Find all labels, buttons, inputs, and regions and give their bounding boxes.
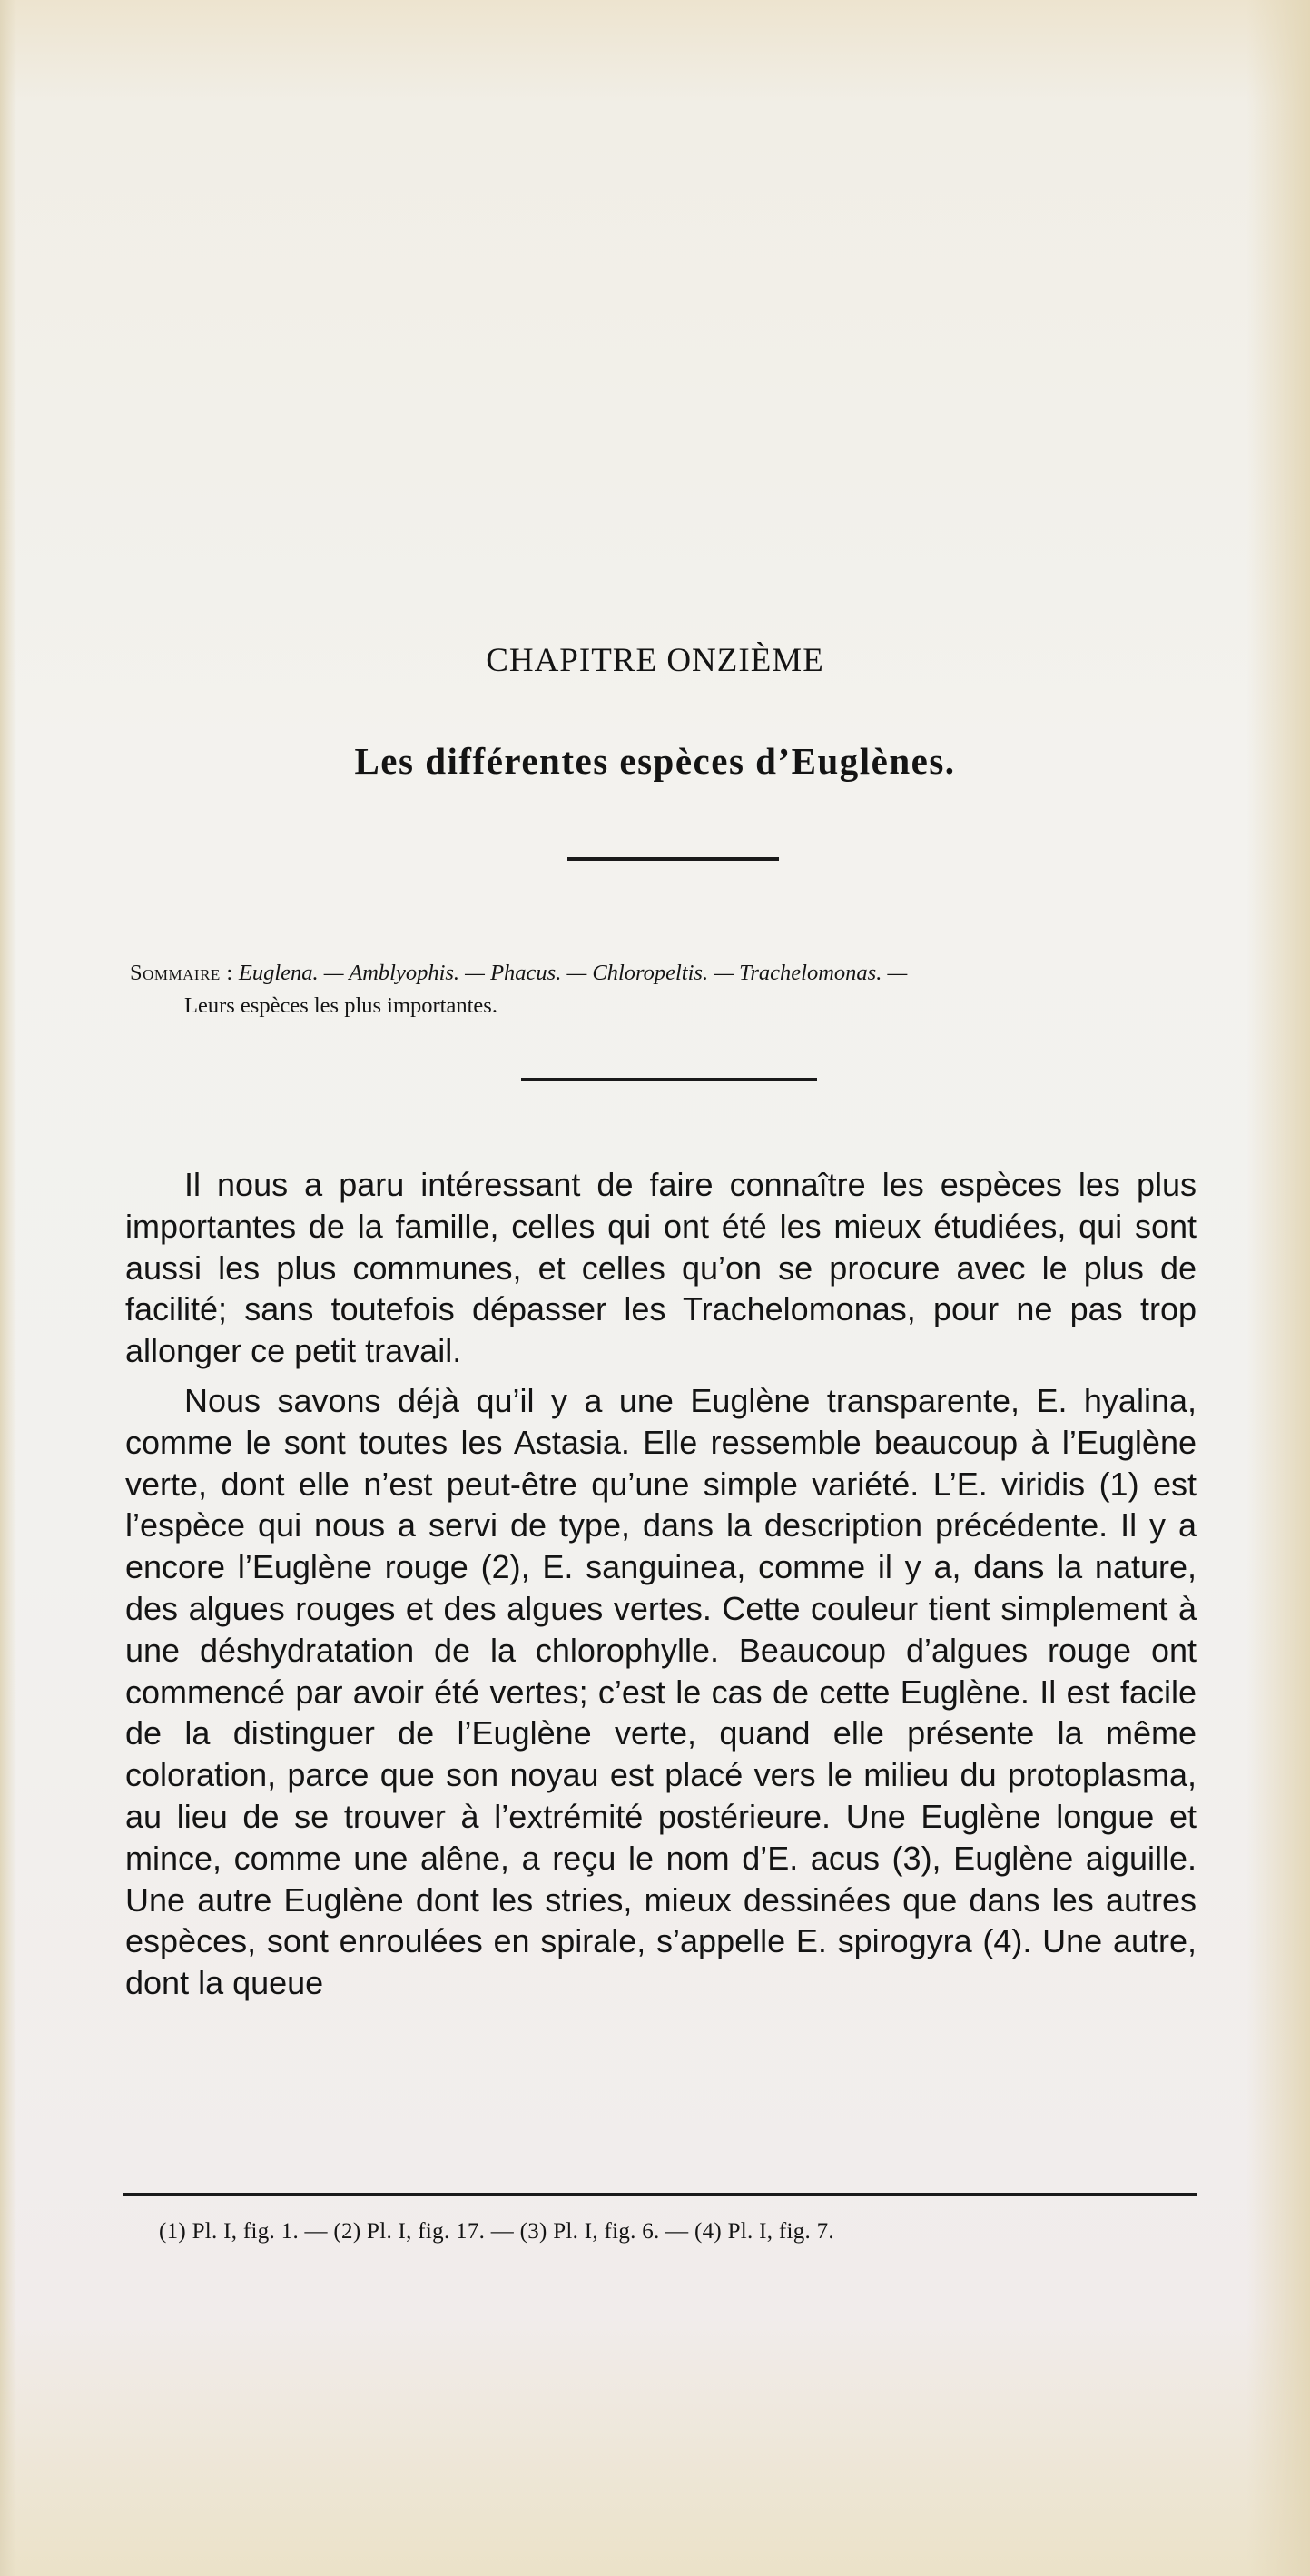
summary-label: Sommaire : — [130, 961, 233, 985]
page-edge-shadow — [0, 0, 16, 2576]
chapter-title: Les différentes espèces d’Euglènes. — [354, 740, 956, 782]
paragraph: Nous savons déjà qu’il y a une Euglène transparente, E. hyalina, comme le sont toutes les Astasia. Elle ressemble beaucoup à l’Euglène verte, dont elle n’est peut-être qu’une simple variété. L’E. viridis (1) est l’espèce qui nous a servi de type, dans la description précédente. Il y a encore l’Euglène rouge (2), E. sanguinea, comme il y a, dans la nature, des algues rouges et des algues vertes. Cette couleur tient simplement à une déshydratation de la chlorophylle. Beaucoup d’algues rouge ont commencé par avoir été vertes; c’est le cas de cette Euglène. Il est facile de la distinguer de l’Euglène verte, quand elle présente la même coloration, parce que son noyau est placé vers le milieu du protoplasma, au lieu de se trouver à l’extrémité postérieure. Une Euglène longue et mince, comme une alêne, a reçu le nom d’E. acus (3), Euglène aiguille. Une autre Euglène dont les stries, mieux dessinées que dans les autres espèces, sont enroulées en spirale, s’appelle E. spirogyra (4). Une autre, dont la queue — [125, 1381, 1197, 2002]
page-edge-shadow — [1246, 0, 1310, 2576]
body-text — [125, 1164, 1197, 2004]
summary-continuation: Leurs espèces les plus importantes. — [184, 993, 497, 1018]
summary-items: Euglena. — Amblyophis. — Phacus. — Chloropeltis. — Trachelomonas. — — [238, 961, 908, 985]
chapter-summary — [130, 957, 1260, 1022]
title-divider — [567, 857, 779, 861]
summary-divider — [521, 1078, 817, 1081]
footnote-divider — [123, 2193, 1197, 2196]
footnotes: (1) Pl. I, fig. 1. — (2) Pl. I, fig. 17. — (3) Pl. I, fig. 6. — (4) Pl. I, fig. 7. — [159, 2219, 834, 2244]
summary-first-line — [130, 957, 1260, 990]
chapter-heading: CHAPITRE ONZIÈME — [486, 642, 824, 679]
paragraph: Il nous a paru intéressant de faire connaître les espèces les plus importantes de la famille, celles qui ont été les mieux étudiées, qui sont aussi les plus communes, et celles qu’on se procure avec le plus de facilité; sans toutefois dépasser les Trachelomonas, pour ne pas trop allonger ce petit travail. — [125, 1166, 1197, 1370]
